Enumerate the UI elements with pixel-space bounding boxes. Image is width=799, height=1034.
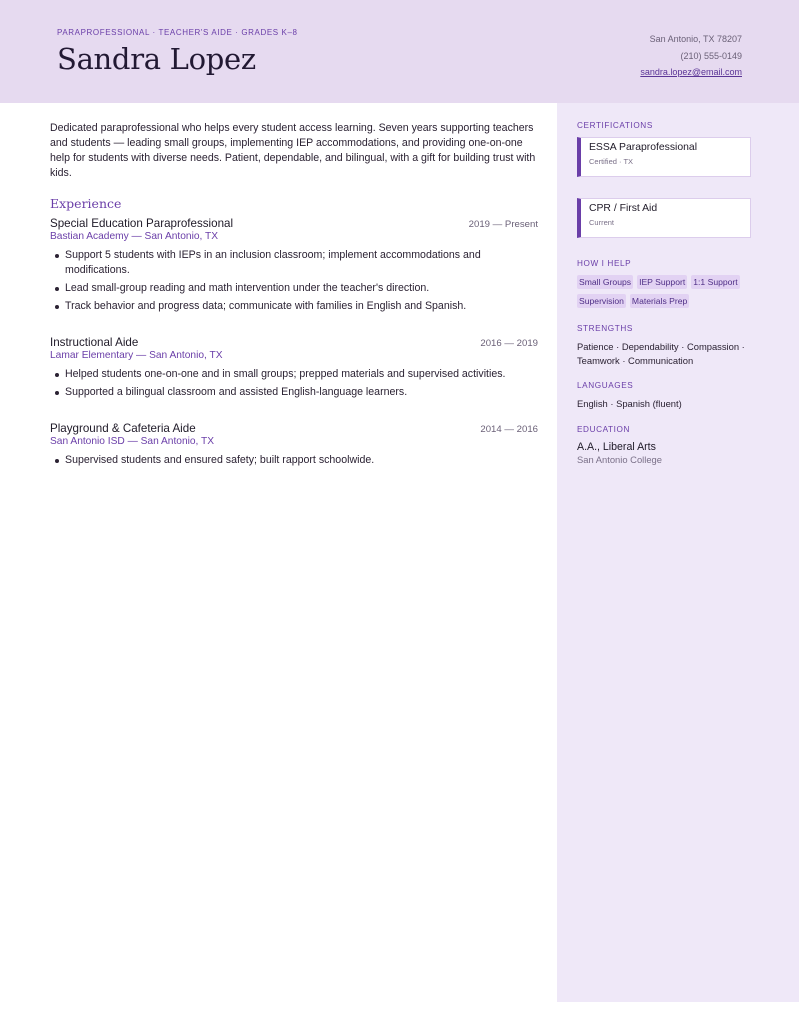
job-organization: Lamar Elementary — San Antonio, TX [50, 350, 223, 361]
job-bullet: Supervised students and ensured safety; built rapport schoolwide. [50, 453, 540, 468]
job-dates: 2014 — 2016 [480, 424, 538, 435]
main-column [50, 121, 540, 490]
skill-chip: IEP Support [639, 277, 686, 287]
languages-list: English · Spanish (fluent) [577, 398, 682, 409]
skill-chip: Supervision [579, 296, 624, 306]
certification-status: Current [589, 218, 615, 227]
strengths-heading: STRENGTHS [577, 324, 633, 333]
job-bullet: Helped students one-on-one and in small groups; prepped materials and supervised activities. [50, 367, 540, 382]
certification-name: ESSA Paraprofessional [589, 142, 698, 153]
job-bullets [50, 453, 540, 468]
candidate-name: Sandra Lopez [57, 42, 256, 76]
certification-card [577, 137, 751, 177]
certifications-heading: CERTIFICATIONS [577, 121, 653, 130]
resume-header [0, 0, 799, 103]
job-title: Special Education Paraprofessional [50, 217, 234, 230]
job-bullet: Supported a bilingual classroom and assisted English-language learners. [50, 385, 540, 400]
how-i-help-heading: HOW I HELP [577, 259, 632, 268]
contact-location: San Antonio, TX 78207 [649, 34, 742, 44]
contact-block [640, 31, 742, 81]
job-entry [50, 422, 540, 468]
languages-heading: LANGUAGES [577, 381, 634, 390]
contact-email-link[interactable]: sandra.lopez@email.com [640, 67, 742, 77]
summary-paragraph: Dedicated paraprofessional who helps every student access learning. Seven years supporting teachers and students — leading small groups, implementing IEP accommodations, and providing one-on-one help for students with diverse needs. Patient, dependable, and bilingual, with a gift for building trust with kids. [50, 122, 536, 179]
strengths-list: Patience · Dependability · Compassion · Teamwork · Communication [577, 341, 745, 366]
certification-status: Certified · TX [589, 157, 634, 166]
experience-heading: Experience [50, 196, 122, 211]
education-heading: EDUCATION [577, 424, 631, 434]
job-entry [50, 217, 540, 314]
contact-phone: (210) 555-0149 [680, 50, 742, 61]
job-dates: 2019 — Present [468, 219, 538, 230]
skill-chip: 1:1 Support [693, 277, 738, 287]
job-bullets [50, 367, 540, 400]
job-title: Instructional Aide [50, 336, 139, 349]
headline-tagline: PARAPROFESSIONAL · TEACHER'S AIDE · GRADES K–8 [57, 28, 298, 37]
job-entry [50, 336, 540, 400]
certification-name: CPR / First Aid [589, 203, 658, 214]
skill-chip: Materials Prep [631, 296, 688, 306]
job-organization: Bastian Academy — San Antonio, TX [50, 231, 219, 242]
education-school: San Antonio College [577, 453, 662, 465]
education-degree: A.A., Liberal Arts [577, 440, 656, 453]
job-bullets [50, 248, 540, 314]
job-title: Playground & Cafeteria Aide [50, 422, 196, 435]
skill-chip: Small Groups [579, 277, 632, 287]
job-bullet: Support 5 students with IEPs in an inclusion classroom; implement accommodations and modifications. [50, 248, 540, 278]
job-bullet: Lead small-group reading and math intervention under the teacher's direction. [50, 281, 540, 296]
sidebar [557, 103, 799, 1002]
job-organization: San Antonio ISD — San Antonio, TX [50, 436, 215, 447]
job-bullet: Track behavior and progress data; communicate with families in English and Spanish. [50, 299, 540, 314]
certification-card [577, 198, 751, 238]
skill-chips [577, 275, 751, 308]
job-dates: 2016 — 2019 [480, 338, 538, 349]
